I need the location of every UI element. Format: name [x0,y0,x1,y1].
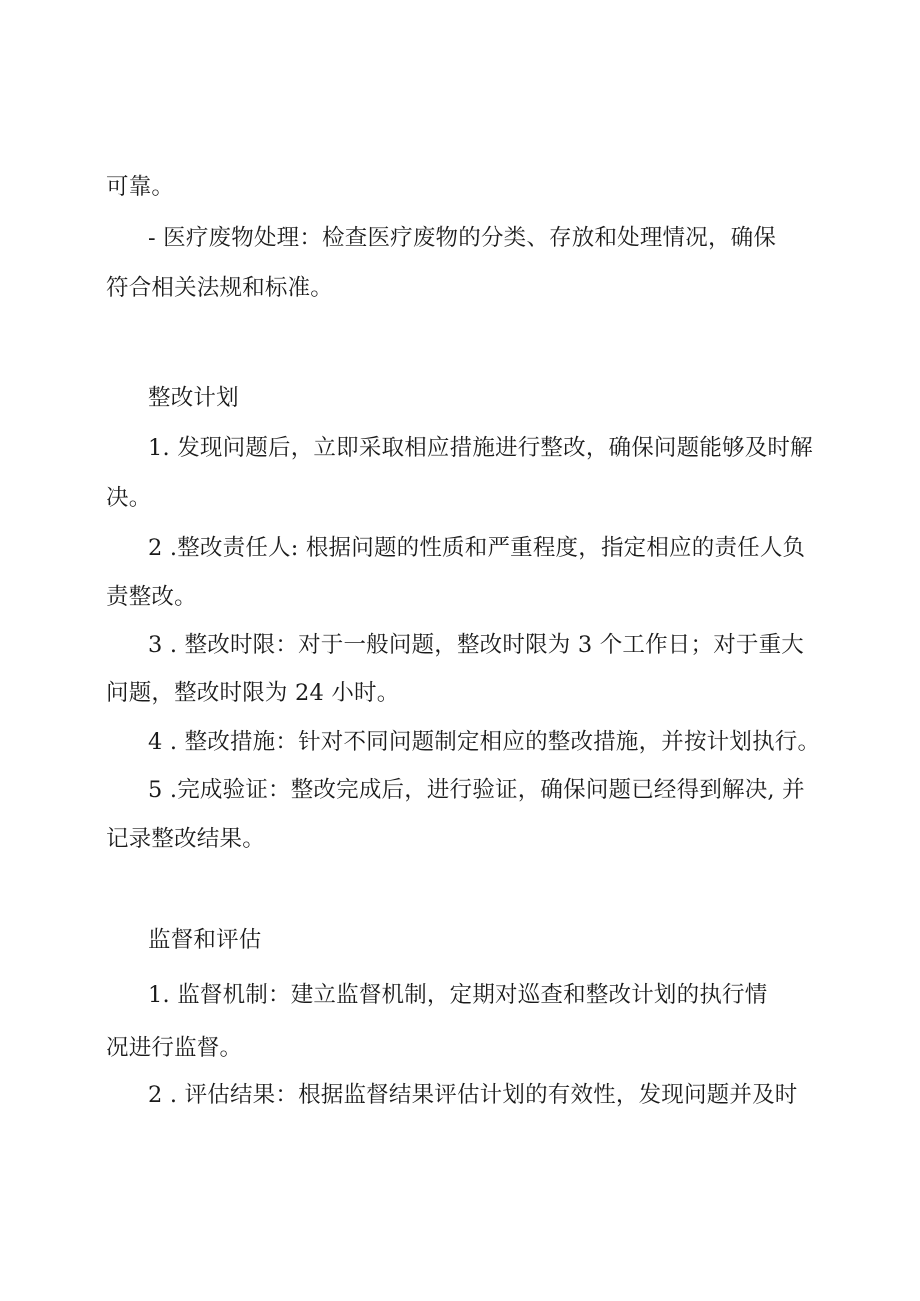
text-line: 问题，整改时限为 24 小时。 [106,680,400,706]
list-item-1: 1. 监督机制：建立监督机制，定期对巡查和整改计划的执行情 [148,982,768,1008]
list-item-4: 4 . 整改措施：针对不同问题制定相应的整改措施，并按计划执行。 [148,729,821,755]
list-item-3: 3 . 整改时限：对于一般问题，整改时限为 3 个工作日；对于重大 [148,632,804,658]
text-line: 可靠。 [106,174,175,200]
text-line: 记录整改结果。 [106,826,265,852]
text-line: 责整改。 [106,584,197,610]
list-item-medical-waste: - 医疗废物处理：检查医疗废物的分类、存放和处理情况，确保 [148,225,777,251]
section-heading-rectification-plan: 整改计划 [148,385,239,411]
text-line: 况进行监督。 [106,1035,243,1061]
section-heading-supervision-evaluation: 监督和评估 [148,927,262,953]
list-item-5: 5 .完成验证：整改完成后，进行验证，确保问题已经得到解决, 并 [148,777,805,803]
list-item-2: 2 . 评估结果：根据监督结果评估计划的有效性，发现问题并及时 [148,1082,798,1108]
list-item-1: 1. 发现问题后，立即采取相应措施进行整改，确保问题能够及时解 [148,435,813,461]
text-line: 符合相关法规和标准。 [106,275,334,301]
list-item-2: 2 .整改责任人: 根据问题的性质和严重程度，指定相应的责任人负 [148,535,806,561]
text-line: 决。 [106,485,152,511]
